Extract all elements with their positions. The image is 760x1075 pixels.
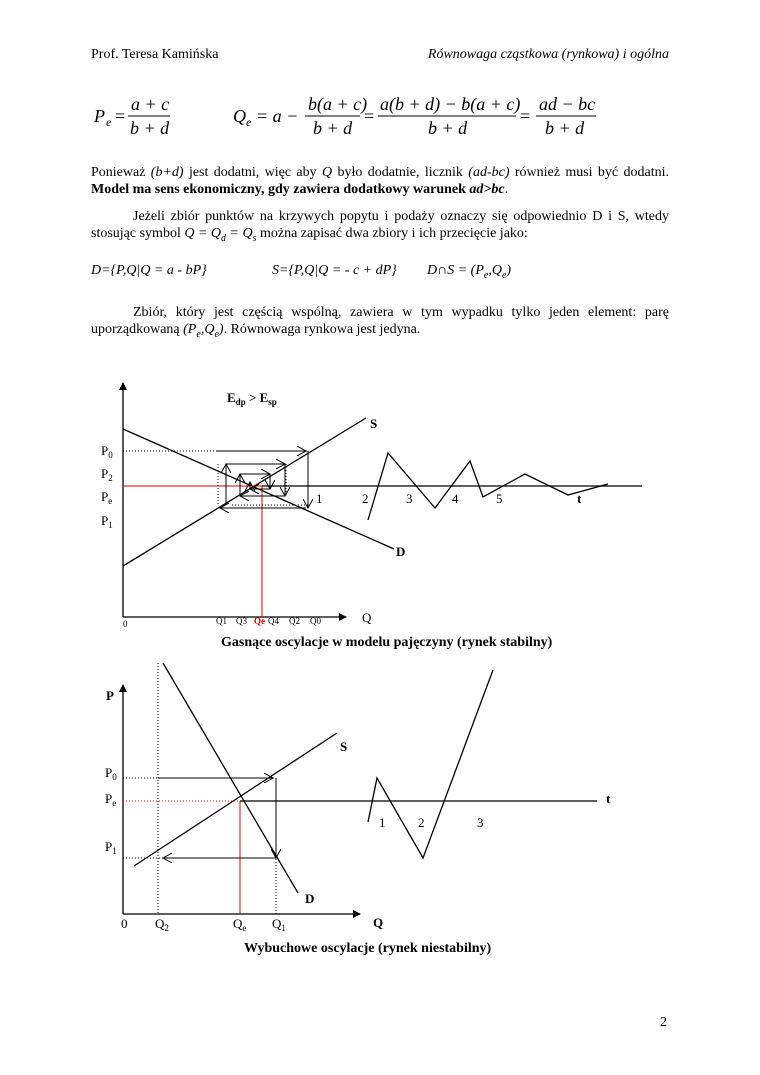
qe-f1-den: b + d — [313, 118, 353, 138]
fig1-t-label: 4 — [452, 491, 459, 506]
qe-f2-den: b + d — [428, 118, 468, 138]
fig2-label-origin: 0 — [121, 916, 128, 931]
fig2-label-s: S — [340, 739, 348, 754]
qe-f1-num: b(a + c) — [308, 94, 368, 114]
qe-f3-den: b + d — [545, 118, 585, 138]
pe-den: b + d — [130, 118, 170, 138]
fig1-t-label: 5 — [496, 491, 503, 506]
pe-sub: e — [106, 115, 112, 129]
fig1-label-d: D — [396, 544, 406, 559]
fig2-p1: $P_1$ — [105, 839, 117, 856]
fig1-q-tick: Q0 — [310, 616, 321, 626]
fig1-t-label: 3 — [406, 491, 413, 506]
qe-lhs: Q — [233, 106, 246, 126]
fig2-supply-line — [134, 733, 337, 866]
fig2-qe: $Q_e$ — [233, 916, 247, 933]
fig2-t-label: 2 — [418, 815, 425, 830]
pe-num: a + c — [131, 94, 170, 114]
fig1-pe: $P_e$ — [101, 489, 113, 506]
pe-lhs: P — [94, 106, 105, 126]
fig2-t-label: 1 — [379, 815, 386, 830]
fig1-q-tick: Q3 — [236, 616, 247, 626]
qe-sub: e — [246, 115, 252, 129]
fig2-explosive-oscillation — [368, 670, 493, 858]
fig1-label-q: Q — [362, 610, 372, 625]
qe-f2-num: a(b + d) − b(a + c) — [380, 94, 521, 114]
fig2-cobweb-arrows — [158, 778, 276, 858]
page-number: 2 — [660, 1015, 667, 1030]
fig2-q1: $Q_1$ — [272, 916, 286, 933]
fig1-p0: $P_0$ — [101, 443, 113, 460]
fig1-t-label: t — [577, 491, 582, 506]
paragraph-1: Ponieważ (b+d) jest dodatni, więc aby Q było dodatnie, licznik (ad-bc) również musi być dodatni. Model ma sens ekonomiczny, gdy zawiera dodatkowy warunek ad>bc. — [91, 165, 669, 197]
fig1-q-tick: Q1 — [216, 616, 227, 626]
fig2-label-p: P — [106, 688, 114, 703]
figure-1-caption: Gasnące oscylacje w modelu pajęczyny (rynek stabilny) — [221, 635, 553, 650]
qe-eq1: = — [364, 106, 375, 126]
fig1-label-origin: 0 — [123, 619, 128, 629]
set-s: S={P,Q|Q = - c + dP} — [272, 263, 397, 278]
fig2-t-label: 3 — [477, 815, 484, 830]
qe-eq2: = — [520, 106, 531, 126]
fig2-q2: $Q_2$ — [155, 916, 169, 933]
fig2-p0: $P_0$ — [105, 765, 117, 782]
header-author: Prof. Teresa Kamińska — [91, 47, 219, 62]
fig2-pe: $P_e$ — [105, 791, 117, 808]
qe-f3-num: ad − bc — [539, 94, 596, 114]
pe-eq: = — [115, 106, 126, 126]
fig1-p2: $P_2$ — [101, 466, 113, 483]
paragraph-2: Jeżeli zbiór punktów na krzywych popytu i podaży oznaczy się odpowiednio D i S, wtedy stosując symbol $Q = Q_d = Q_s$ można zapisać dwa zbiory i ich przecięcie jako: — [91, 209, 669, 244]
qe-part1: = a − — [256, 106, 299, 126]
fig1-p1: $P_1$ — [101, 513, 113, 530]
fig1-q-tick: Q4 — [268, 616, 279, 626]
header-title: Równowaga cząstkowa (rynkowa) i ogólna — [427, 47, 669, 62]
fig1-t-label: 1 — [316, 491, 323, 506]
fig2-label-q: Q — [373, 915, 384, 930]
fig1-q-tick: Qe — [254, 616, 265, 626]
fig2-label-d: D — [305, 891, 315, 906]
fig1-q-tick: Q2 — [289, 616, 300, 626]
paragraph-3: Zbiór, który jest częścią wspólną, zawiera w tym wypadku tylko jeden element: parę uporządkowaną $(P_e,Q_e)$. Równowaga rynkowa jest jedyna. — [91, 305, 669, 340]
fig1-label-s: S — [370, 416, 378, 431]
fig2-label-t: t — [606, 791, 611, 806]
fig1-title: $E_{dp} > E_{sp}$ — [227, 390, 277, 407]
set-d: D={P,Q|Q = a - bP} — [91, 263, 207, 278]
fig1-t-label: 2 — [362, 491, 369, 506]
set-intersection: D∩S = $(P_e,Q_e)$ — [427, 263, 512, 281]
figure-2-caption: Wybuchowe oscylacje (rynek niestabilny) — [244, 941, 492, 956]
